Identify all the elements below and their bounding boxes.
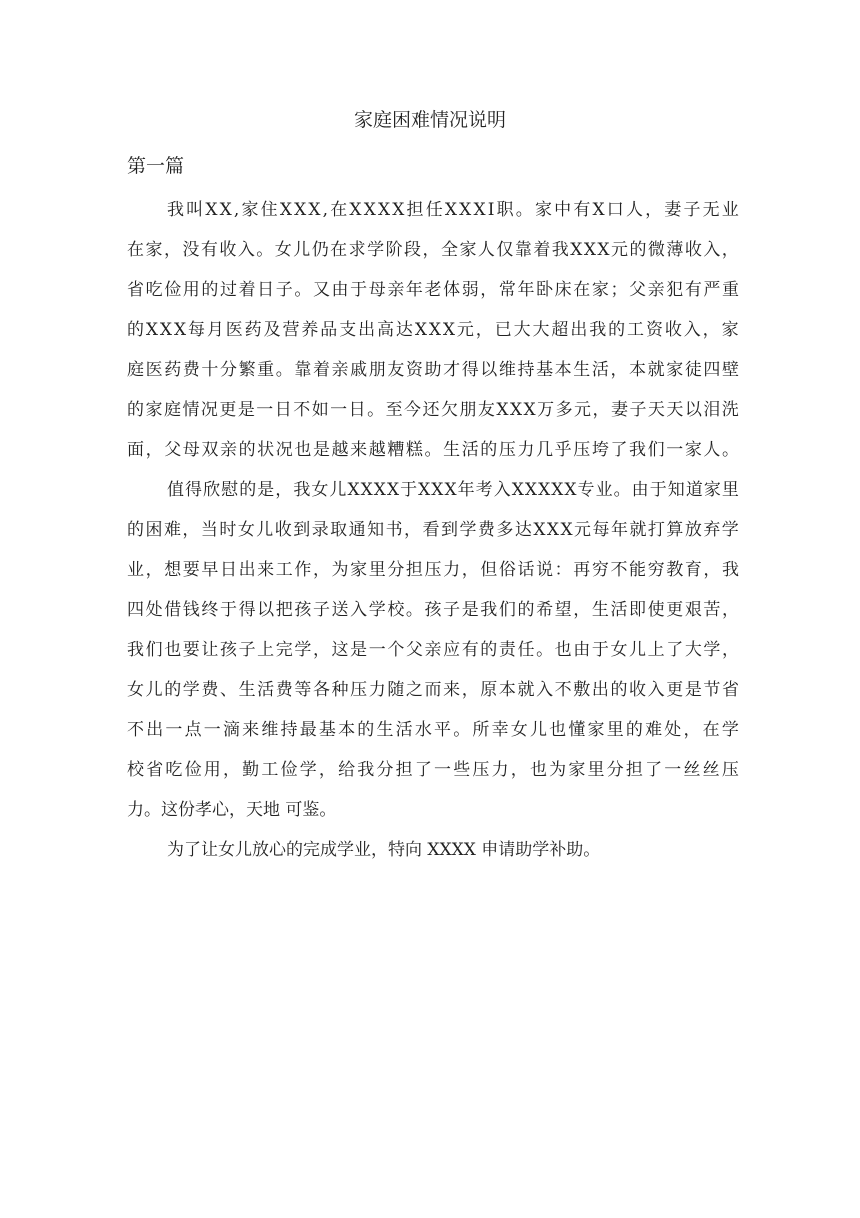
- body-text-line: 的 家 庭 情 况 更 是 一 日 不 如 一 日 。 至 今 还 欠 朋 友 X X X 万 多 元 ， 妻 子 天 天 以 泪 洗: [127, 400, 739, 420]
- document-title: 家庭困难情况说明: [353, 109, 506, 131]
- body-text-line: 女 儿 的 学 费 、 生 活 费 等 各 种 压 力 随 之 而 来 ， 原 本 就 入 不 敷 出 的 收 入 更 是 节 省: [127, 680, 739, 700]
- body-text-line: 我 叫 X X , 家 住 X X X , 在 X X X X 担 任 X X X I 职 。 家 中 有 X 口 人 ， 妻 子 无 业: [167, 200, 739, 220]
- body-text-line: 为了让女儿放心的完成学业，特向 XXXX 申请助学补助。: [167, 840, 601, 860]
- body-text-line: 校 省 吃 俭 用 ， 勤 工 俭 学 ， 给 我 分 担 了 一 些 压 力 ， 也 为 家 里 分 担 了 一 丝 丝 压: [127, 760, 739, 780]
- body-text-line: 我 们 也 要 让 孩 子 上 完 学 ， 这 是 一 个 父 亲 应 有 的 责 任 。 也 由 于 女 儿 上 了 大 学 ，: [127, 640, 739, 660]
- body-text-line: 省 吃 俭 用 的 过 着 日 子 。 又 由 于 母 亲 年 老 体 弱 ， 常 年 卧 床 在 家 ； 父 亲 犯 有 严 重: [127, 280, 739, 300]
- body-text-line: 力。这份孝心，天地 可鉴。: [127, 800, 337, 820]
- body-text-line: 的 困 难 ， 当 时 女 儿 收 到 录 取 通 知 书 ， 看 到 学 费 多 达 X X X 元 每 年 就 打 算 放 弃 学: [127, 520, 739, 540]
- body-text-line: 四 处 借 钱 终 于 得 以 把 孩 子 送 入 学 校 。 孩 子 是 我 们 的 希 望 ， 生 活 即 使 更 艰 苦 ，: [127, 600, 739, 620]
- body-text-line: 面 ， 父 母 双 亲 的 状 况 也 是 越 来 越 糟 糕 。 生 活 的 压 力 几 乎 压 垮 了 我 们 一 家 人 。: [127, 440, 739, 460]
- body-text-line: 值 得 欣 慰 的 是 ， 我 女 儿 X X X X 于 X X X 年 考 入 X X X X X 专 业 。 由 于 知 道 家 里: [167, 480, 739, 500]
- body-text-line: 业 ， 想 要 早 日 出 来 工 作 ， 为 家 里 分 担 压 力 ， 但 俗 话 说 ： 再 穷 不 能 穷 教 育 ， 我: [127, 560, 739, 580]
- section-heading: 第一篇: [127, 155, 185, 177]
- body-text-line: 庭 医 药 费 十 分 繁 重 。 靠 着 亲 戚 朋 友 资 助 才 得 以 维 持 基 本 生 活 ， 本 就 家 徒 四 壁: [127, 360, 739, 380]
- body-text-line: 的 X X X 每 月 医 药 及 营 养 品 支 出 高 达 X X X 元 ， 已 大 大 超 出 我 的 工 资 收 入 ， 家: [127, 320, 739, 340]
- body-text-line: 在 家 ， 没 有 收 入 。 女 儿 仍 在 求 学 阶 段 ， 全 家 人 仅 靠 着 我 X X X 元 的 微 薄 收 入 ，: [127, 240, 739, 260]
- body-text-line: 不 出 一 点 一 滴 来 维 持 最 基 本 的 生 活 水 平 。 所 幸 女 儿 也 懂 家 里 的 难 处 ， 在 学: [127, 720, 739, 740]
